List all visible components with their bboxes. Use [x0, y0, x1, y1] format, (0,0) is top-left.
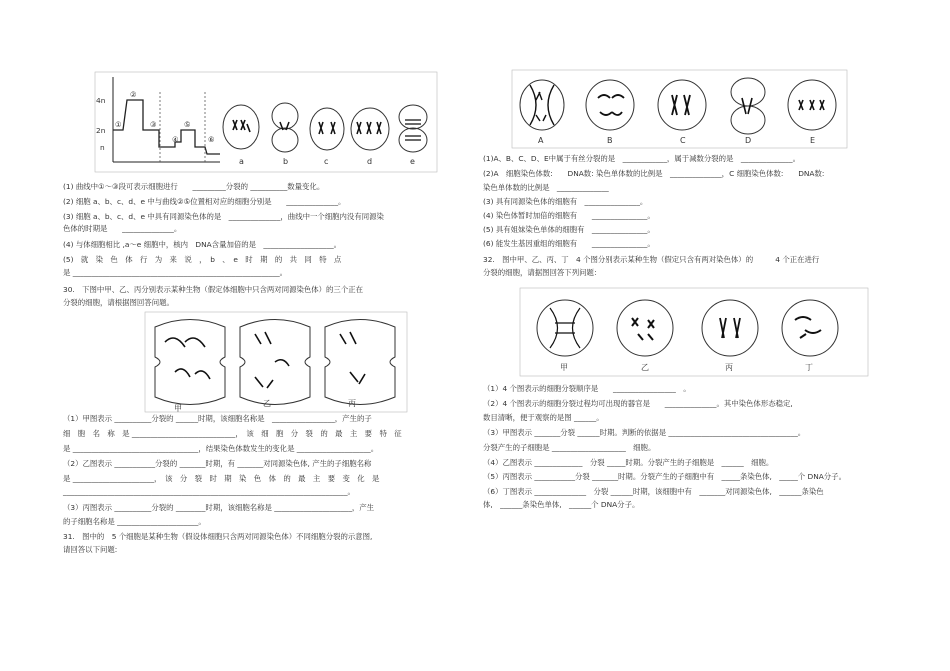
- q31-fig-label-a: A: [538, 136, 544, 145]
- q30-fig-label-yi: 乙: [263, 399, 271, 408]
- q31-fig-label-e: E: [810, 136, 816, 145]
- q31-answer-7: (6) 能发生基因重组的细胞有 _______________。: [483, 239, 655, 248]
- q29-line-7: 是 ________________________________________________________。: [63, 268, 288, 277]
- cell-d: [351, 108, 389, 150]
- q32-line-8: （6）丁图表示 ______________ 分裂 ______时期，该细胞中有 _______对同源染色体, ______条染色: [483, 487, 824, 496]
- cell-c: [310, 108, 344, 150]
- q31-cell-c: [658, 80, 706, 130]
- cell-label-c: c: [324, 157, 329, 166]
- q32-line-1: （1）4 个图表示的细胞分裂顺序是 _________________ 。: [483, 384, 691, 393]
- q30-intro-1: 30. 下图中甲、乙、丙分别表示某种生物（假定体细胞中只含两对同源染色体）的三个正在: [63, 285, 363, 294]
- q30-line-8: 的子细胞名称是 ______________________。: [63, 517, 206, 526]
- q30-figure: [145, 312, 407, 412]
- q30-fig-label-jia: 甲: [174, 404, 182, 413]
- q31-answer-2: (2)A 细胞染色体数: DNA数: 染色单体数的比例是 ______________，C 细胞染色体数: DNA数:: [483, 169, 825, 178]
- q29-line-5: (4) 与体细胞相比 ,a～e 细胞中，核内 DNA含量加倍的是 ___________________。: [63, 240, 342, 249]
- graph-y-label-4n: 4n: [96, 96, 106, 105]
- q32-line-9: 体, ______条染色单体, ______个 DNA分子。: [483, 500, 640, 509]
- q31-fig-label-b: B: [607, 136, 613, 145]
- q32-cell-jia: [537, 300, 593, 356]
- q31-answer-4: (3) 具有同源染色体的细胞有 _______________。: [483, 197, 648, 206]
- q29-line-3: (3) 细胞 a、b、c、d、e 中具有同源染色体的是 ______________，曲线中一个细胞内没有同源染: [63, 212, 384, 221]
- cell-label-a: a: [239, 157, 244, 166]
- q31-answer-6: (5) 具有姐妹染色单体的细胞有 _______________。: [483, 225, 655, 234]
- q31-cell-d: [731, 78, 765, 134]
- q29-line-4: 色体的时期是 ______________。: [63, 224, 182, 233]
- dna-curve-figure: [95, 72, 437, 172]
- q32-fig-label-ding: 丁: [805, 363, 813, 372]
- graph-point-4: ④: [172, 135, 179, 144]
- graph-point-5: ⑤: [184, 120, 191, 129]
- q32-figure: [520, 288, 868, 376]
- q30-intro-2: 分裂的细胞，请根据图回答问题。: [63, 298, 174, 307]
- cell-label-d: d: [367, 157, 373, 166]
- q31-cell-b: [586, 80, 634, 130]
- q31-line-2: 请回答以下问题:: [63, 545, 118, 554]
- q32-intro-1: 32. 图中甲、乙、丙、丁 4 个图分别表示某种生物（假定只含有两对染色体）的 4 个正在进行: [483, 255, 820, 264]
- q30-line-4: （2）乙图表示 ___________分裂的 _______时期，有 _______对同源染色体, 产生的子细胞名称: [63, 459, 372, 468]
- q29-line-1: (1) 曲线中①～③段可表示细胞进行 _________分裂的 __________数量变化。: [63, 182, 325, 191]
- q32-line-3: 数目清晰，便于观察的是图 ______。: [483, 413, 604, 422]
- q31-answer-3: 染色单体数的比例是 ______________: [483, 183, 609, 192]
- graph-y-label-2n: 2n: [96, 126, 106, 135]
- cell-label-e: e: [410, 157, 415, 166]
- q30-line-7: （3）丙图表示 __________分裂的 ________时期，该细胞名称是 _____________________，产生: [63, 503, 375, 512]
- graph-point-3: ③: [150, 120, 157, 129]
- cell-e: [399, 105, 427, 152]
- q32-fig-label-jia: 甲: [560, 363, 568, 372]
- cell-b: [272, 103, 298, 152]
- q31-cell-e: [788, 80, 836, 130]
- cell-label-b: b: [283, 157, 289, 166]
- q32-cell-bing: [702, 300, 758, 356]
- q30-line-5: 是 ______________________， 该 分 裂 时 期 染 色 体 的 最 主 要 变 化 是: [63, 474, 380, 483]
- q31-answer-5: (4) 染色体暂时加倍的细胞有 _______________。: [483, 211, 655, 220]
- q30-line-6: _____________________________________________________________________________。: [63, 487, 355, 496]
- q31-fig-label-c: C: [680, 136, 686, 145]
- q30-cell-bing: [325, 320, 395, 405]
- q30-line-1: （1）甲图表示 __________分裂的 ______时期，该细胞名称是 _________________，产生的子: [63, 414, 372, 423]
- q30-line-2: 细 胞 名 称 是 ____________________________， 该 细 胞 分 裂 的 最 主 要 特 征: [63, 429, 402, 438]
- q32-line-4: （3）甲图表示 _______分裂 ______时期。判断的依据是 ___________________________________。: [483, 428, 806, 437]
- q30-cell-jia: [155, 320, 225, 405]
- q29-line-6: (5) 就 染 色 体 行 为 来 说 ， b 、 e 时 期 的 共 同 特 点: [63, 255, 342, 264]
- graph-point-1: ①: [115, 120, 122, 129]
- q31-cell-a: [520, 80, 564, 130]
- graph-point-2: ②: [130, 90, 137, 99]
- q32-fig-label-bing: 丙: [725, 363, 733, 372]
- q32-intro-2: 分裂的细胞，请据图回答下列问题：: [483, 268, 602, 277]
- q31-line-1: 31. 图中的 5 个细胞是某种生物（假设体细胞只含两对同源染色体）不同细胞分裂的示意图,: [63, 532, 373, 541]
- q32-fig-label-yi: 乙: [641, 363, 649, 372]
- graph-y-label-n: n: [100, 143, 105, 152]
- q32-cell-ding: [782, 300, 838, 356]
- q32-line-7: （5）丙图表示 ___________分裂 _______时期。分裂产生的子细胞中有 _____条染色体, _____个 DNA分子。: [483, 472, 846, 481]
- q32-cell-yi: [617, 300, 673, 356]
- graph-point-6: ⑥: [208, 135, 215, 144]
- q32-line-6: （4）乙图表示 _____________ 分裂 _____时期。分裂产生的子细胞是 ______ 细胞。: [483, 458, 774, 467]
- q31-answer-1: (1)A、B、C、D、E中属于有丝分裂的是 ____________，属于减数分裂的是 ______________。: [483, 154, 800, 163]
- q29-line-2: (2) 细胞 a、b、c、d、e 中与曲线②⑤位置相对应的细胞分别是 ______________。: [63, 197, 346, 206]
- q30-line-3: 是 __________________________________，结果染色体数发生的变化是 ____________________。: [63, 444, 379, 453]
- q30-cell-yi: [240, 320, 310, 405]
- q32-line-5: 分裂产生的子细胞是 ____________________ 细胞。: [483, 443, 656, 452]
- q32-line-2: （2）4 个图表示的细胞分裂过程均可出现的器官是 ______________。其中染色体形态稳定,: [483, 399, 793, 408]
- q30-fig-label-bing: 丙: [348, 399, 356, 408]
- cell-a: [223, 105, 259, 149]
- q31-fig-label-d: D: [745, 136, 752, 145]
